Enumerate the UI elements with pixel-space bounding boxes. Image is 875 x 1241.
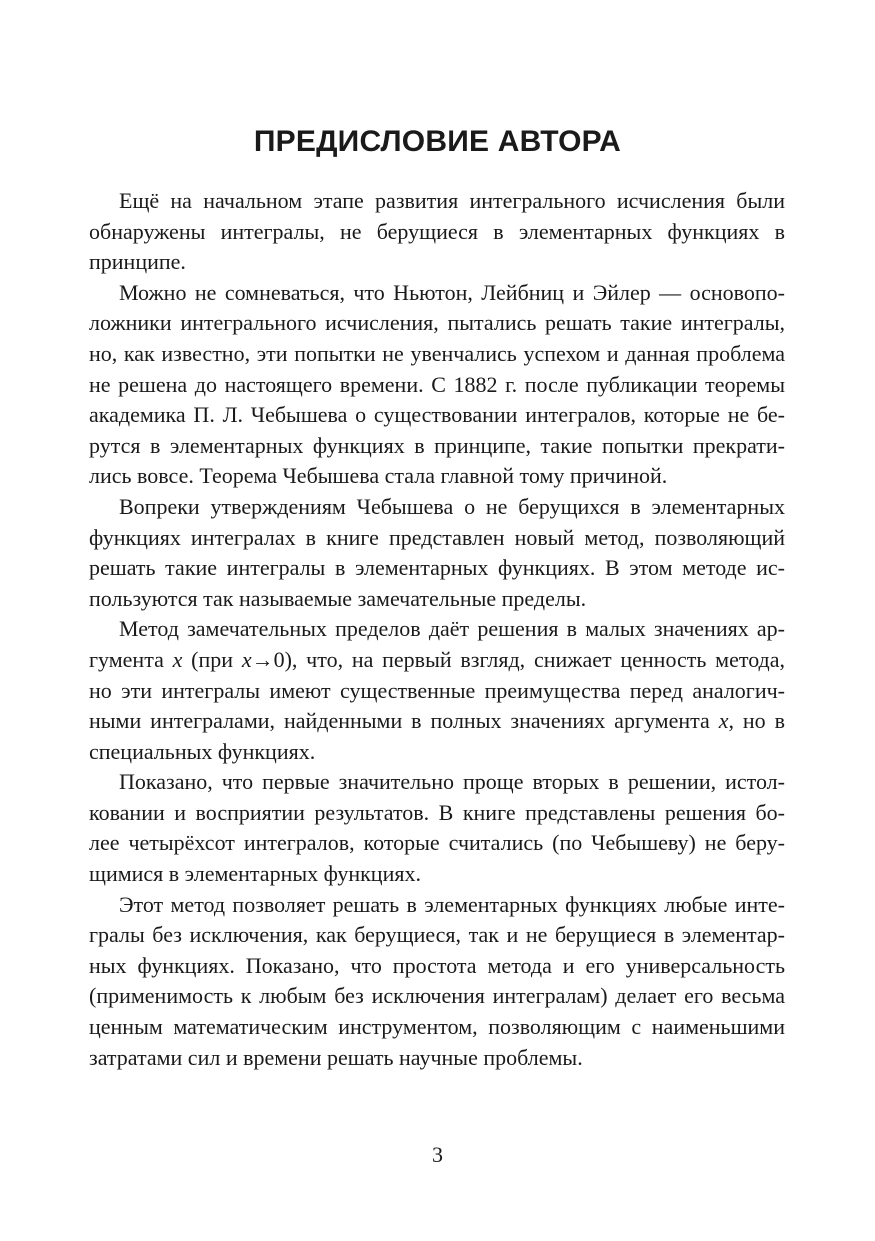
paragraph-line: Вопреки утверждениям Чебышева о не берущихся в элементарных [119,493,785,519]
paragraph [89,767,785,889]
page-title: ПРЕДИСЛОВИЕ АВТОРА [253,125,622,158]
paragraph-line: рутся в элементарных функциях в принципе, такие попытки прекрати- [89,432,785,458]
paragraph-line: Показано, что первые значительно проще вторых в решении, истол- [119,769,785,795]
paragraph-line: академика П. Л. Чебышева о существовании интегралов, которые не бе- [89,402,785,428]
paragraph-line: принципе. [89,249,186,275]
paragraph-line: функциях интегралах в книге представлен новый метод, позволяющий [89,524,785,550]
paragraph-line: гралы без исключения, как берущиеся, так и не берущиеся в элементар- [89,922,785,948]
paragraph-line: специальных функциях. [89,738,316,764]
paragraph [89,614,785,767]
paragraph-line: Этот метод позволяет решать в элементарных функциях любые инте- [119,891,785,917]
paragraph [89,890,785,1074]
paragraph-line: лее четырёхсот интегралов, которые считались (по Чебышеву) не беру- [89,830,785,856]
paragraph-line: гумента x (при x→0), что, на первый взгляд, снижает ценность метода, [89,646,786,672]
paragraph-line: решать такие интегралы в элементарных функциях. В этом методе ис- [89,555,785,581]
paragraph [89,492,785,614]
paragraph-line: лись вовсе. Теорема Чебышева стала главной тому причиной. [89,463,668,489]
paragraph [89,186,785,278]
paragraph-line: щимися в элементарных функциях. [89,861,421,887]
paragraph-line: обнаружены интегралы, не берущиеся в элементарных функциях в [89,218,785,244]
paragraph-line: ных функциях. Показано, что простота метода и его универсальность [89,952,785,978]
paragraph-line: не решена до настоящего времени. С 1882 г. после публикации теоремы [89,371,785,397]
paragraph-line: но, как известно, эти попытки не увенчались успехом и данная проблема [89,340,785,366]
paragraph-line: ценным математическим инструментом, позволяющим с наименьшими [89,1014,785,1040]
paragraph-line: ложники интегрального исчисления, пытались решать такие интегралы, [89,310,785,336]
paragraph-line: затратами сил и времени решать научные проблемы. [89,1044,583,1070]
paragraph-line: (применимость к любым без исключения интегралам) делает его весьма [89,983,785,1009]
page-body [89,186,785,1073]
paragraph-line: пользуются так называемые замечательные пределы. [89,585,587,611]
paragraph-line: Ещё на начальном этапе развития интегрального исчисления были [119,188,785,213]
paragraph-line: Можно не сомневаться, что Ньютон, Лейбниц и Эйлер — основопо- [119,279,785,305]
paragraph-line: но эти интегралы имеют существенные преимущества перед аналогич- [89,677,785,703]
paragraph-line: ными интегралами, найденными в полных значениях аргумента x, но в [89,708,785,734]
paragraph-line: Метод замечательных пределов даёт решения в малых значениях ар- [119,616,785,642]
paragraph-line: ковании и восприятии результатов. В книге представлены решения бо- [89,799,785,825]
page-number: 3 [432,1142,443,1167]
paragraph [89,278,785,492]
